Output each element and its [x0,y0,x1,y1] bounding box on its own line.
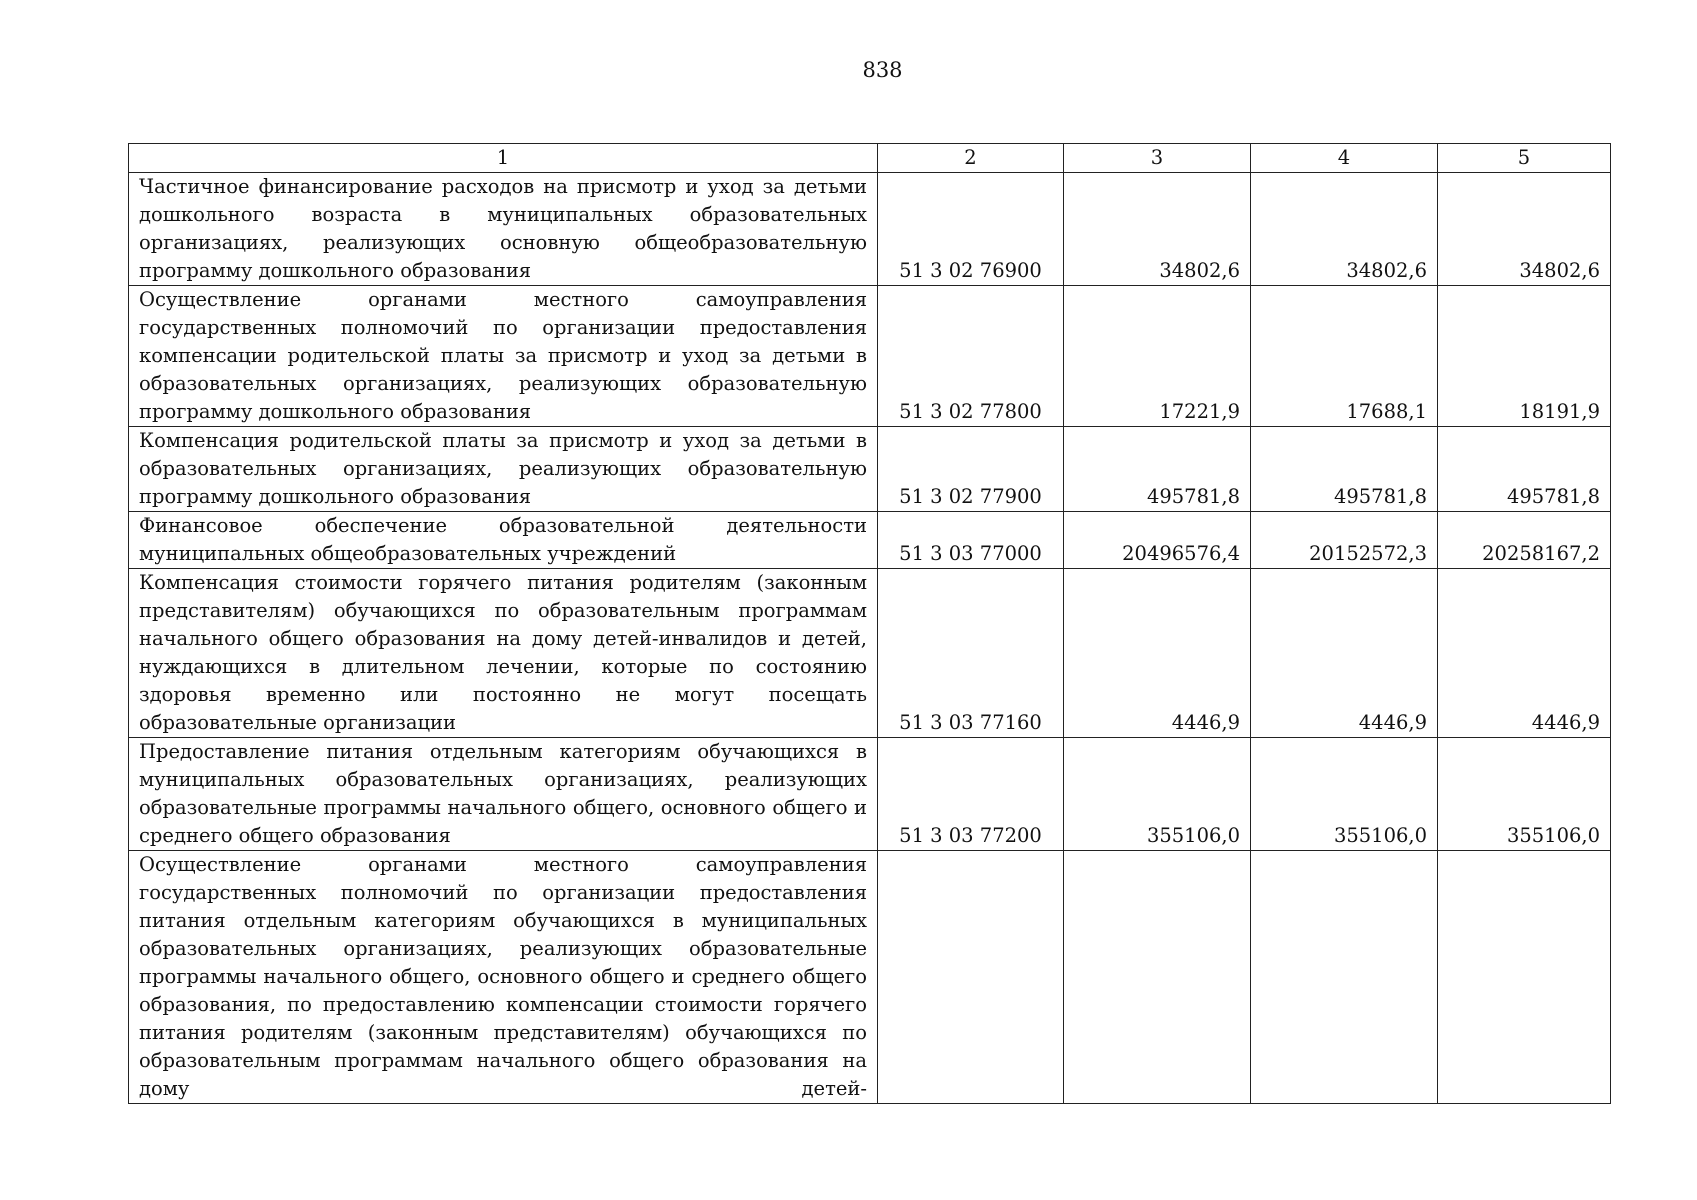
row-code: 51 3 03 77200 [878,738,1064,851]
row-code: 51 3 03 77000 [878,512,1064,569]
row-value-4 [1251,851,1438,1104]
row-value-5: 4446,9 [1438,569,1611,738]
row-description: Предоставление питания отдельным категориям обучающихся в муниципальных образовательных организациях, реализующих образовательные программы начального общего, основного общего и среднего общего образования [129,738,878,851]
row-value-3: 355106,0 [1064,738,1251,851]
table-row [129,851,1611,1104]
row-value-3: 495781,8 [1064,427,1251,512]
row-value-5: 18191,9 [1438,286,1611,427]
budget-table [128,143,1611,1104]
row-value-3: 20496576,4 [1064,512,1251,569]
row-value-4: 20152572,3 [1251,512,1438,569]
row-value-4: 355106,0 [1251,738,1438,851]
column-header-2: 2 [878,144,1064,173]
row-value-4: 34802,6 [1251,173,1438,286]
row-code: 51 3 02 77800 [878,286,1064,427]
row-code: 51 3 02 77900 [878,427,1064,512]
table-row [129,569,1611,738]
row-value-5 [1438,851,1611,1104]
table-row [129,512,1611,569]
row-value-5: 355106,0 [1438,738,1611,851]
row-description: Компенсация стоимости горячего питания родителям (законным представителям) обучающихся по образовательным программам начального общего образования на дому детей-инвалидов и детей, нуждающихся в длительном лечении, которые по состоянию здоровья временно или постоянно не могут посещать образовательные организации [129,569,878,738]
column-header-1: 1 [129,144,878,173]
row-value-3: 34802,6 [1064,173,1251,286]
row-value-5: 495781,8 [1438,427,1611,512]
row-code: 51 3 03 77160 [878,569,1064,738]
row-value-5: 20258167,2 [1438,512,1611,569]
column-header-4: 4 [1251,144,1438,173]
table-header-row [129,144,1611,173]
row-value-3: 17221,9 [1064,286,1251,427]
row-description: Осуществление органами местного самоуправления государственных полномочий по организации предоставления компенсации родительской платы за присмотр и уход за детьми в образовательных организациях, реализующих образовательную программу дошкольного образования [129,286,878,427]
row-value-4: 495781,8 [1251,427,1438,512]
row-value-4: 17688,1 [1251,286,1438,427]
row-description: Осуществление органами местного самоуправления государственных полномочий по организации предоставления питания отдельным категориям обучающихся в муниципальных образовательных организациях, реализующих образовательные программы начального общего, основного общего и среднего общего образования, по предоставлению компенсации стоимости горячего питания родителям (законным представителям) обучающихся по образовательным программам начального общего образования на дому детей- [129,851,878,1104]
row-code: 51 3 02 76900 [878,173,1064,286]
table-row [129,427,1611,512]
page-number: 838 [862,58,903,82]
row-description: Частичное финансирование расходов на присмотр и уход за детьми дошкольного возраста в муниципальных образовательных организациях, реализующих основную общеобразовательную программу дошкольного образования [129,173,878,286]
table-row [129,173,1611,286]
column-header-3: 3 [1064,144,1251,173]
table-row [129,738,1611,851]
column-header-5: 5 [1438,144,1611,173]
row-description: Компенсация родительской платы за присмотр и уход за детьми в образовательных организациях, реализующих образовательную программу дошкольного образования [129,427,878,512]
table-row [129,286,1611,427]
row-value-4: 4446,9 [1251,569,1438,738]
row-value-3 [1064,851,1251,1104]
row-value-5: 34802,6 [1438,173,1611,286]
row-value-3: 4446,9 [1064,569,1251,738]
row-description: Финансовое обеспечение образовательной деятельности муниципальных общеобразовательных учреждений [129,512,878,569]
row-code [878,851,1064,1104]
